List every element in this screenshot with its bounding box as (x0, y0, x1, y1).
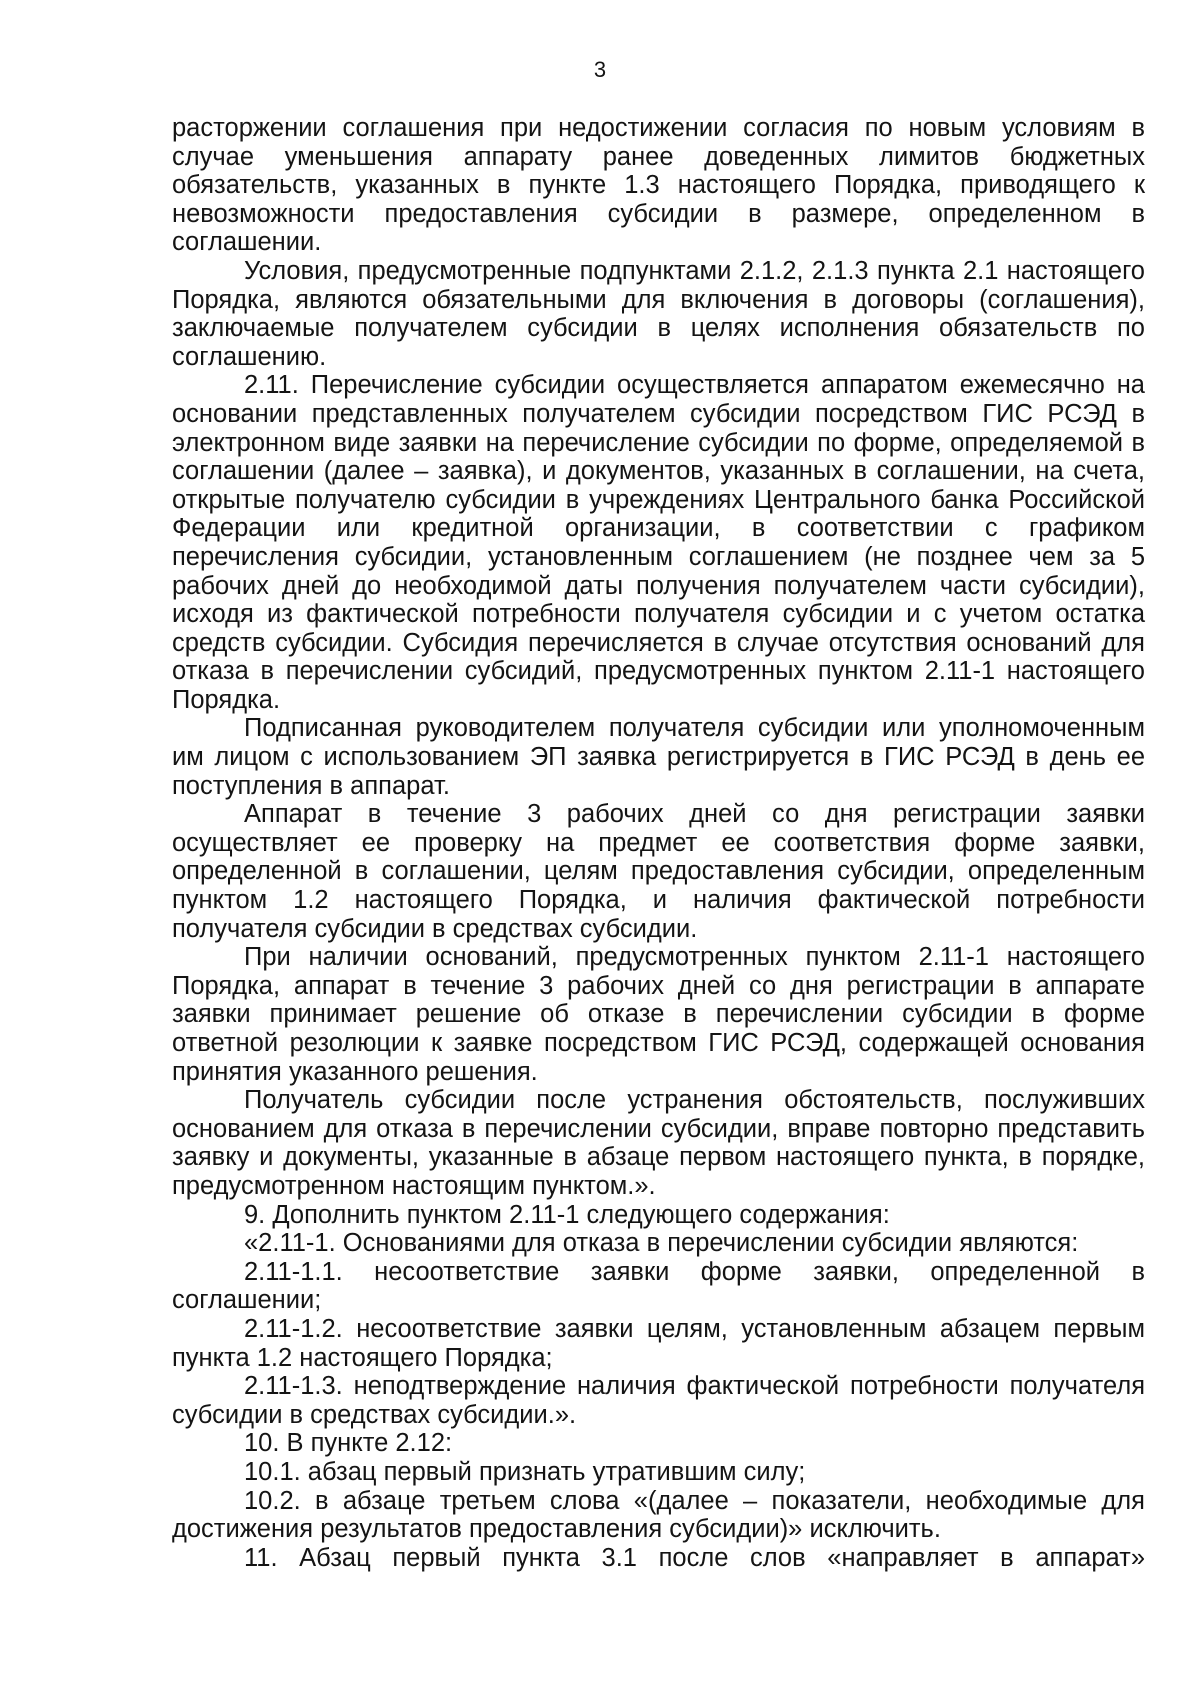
paragraph: 11. Абзац первый пункта 3.1 после слов «направляет в аппарат» (244, 1543, 1145, 1572)
document-body (172, 114, 1145, 1572)
paragraph: При наличии оснований, предусмотренных пунктом 2.11-1 настоящего Порядка, аппарат в течение 3 рабочих дней со дня регистрации в аппарате заявки принимает решение об отказе в перечислении субсидии в форме ответной резолюции к заявке посредством ГИС РСЭД, содержащей основания принятия указанного решения. (172, 943, 1145, 1086)
paragraph: 9. Дополнить пунктом 2.11-1 следующего содержания: (244, 1200, 890, 1229)
paragraph: расторжении соглашения при недостижении согласия по новым условиям в случае уменьшения аппарату ранее доведенных лимитов бюджетных обязательств, указанных в пункте 1.3 настоящего Порядка, приводящего к невозможности предоставления субсидии в размере, определенном в соглашении. (172, 114, 1145, 257)
paragraph: 10. В пункте 2.12: (244, 1429, 453, 1458)
paragraph: Условия, предусмотренные подпунктами 2.1.2, 2.1.3 пункта 2.1 настоящего Порядка, являются обязательными для включения в договоры (соглашения), заключаемые получателем субсидии в целях исполнения обязательств по соглашению. (172, 256, 1145, 371)
paragraph: «2.11-1. Основаниями для отказа в перечислении субсидии являются: (244, 1229, 1079, 1258)
paragraph: Аппарат в течение 3 рабочих дней со дня регистрации заявки осуществляет ее проверку на предмет ее соответствия форме заявки, определенной в соглашении, целям предоставления субсидии, определенным пунктом 1.2 настоящего Порядка, и наличия фактической потребности получателя субсидии в средствах субсидии. (172, 800, 1145, 943)
paragraph: 2.11-1.1. несоответствие заявки форме заявки, определенной в соглашении; (172, 1257, 1145, 1315)
paragraph: 2.11-1.3. неподтверждение наличия фактической потребности получателя субсидии в средствах субсидии.». (172, 1372, 1145, 1429)
paragraph: 2.11-1.2. несоответствие заявки целям, установленным абзацем первым пункта 1.2 настоящего Порядка; (172, 1314, 1145, 1372)
paragraph: 10.1. абзац первый признать утратившим силу; (244, 1457, 806, 1486)
paragraph: Подписанная руководителем получателя субсидии или уполномоченным им лицом с использованием ЭП заявка регистрируется в ГИС РСЭД в день ее поступления в аппарат. (172, 714, 1145, 800)
paragraph: 2.11. Перечисление субсидии осуществляется аппаратом ежемесячно на основании представленных получателем субсидии посредством ГИС РСЭД в электронном виде заявки на перечисление субсидии по форме, определяемой в соглашении (далее – заявка), и документов, указанных в соглашении, на счета, открытые получателю субсидии в учреждениях Центрального банка Российской Федерации или кредитной организации, в соответствии с графиком перечисления субсидии, установленным соглашением (не позднее чем за 5 рабочих дней до необходимой даты получения получателем части субсидии), исходя из фактической потребности получателя субсидии и с учетом остатка средств субсидии. Субсидия перечисляется в случае отсутствия оснований для отказа в перечислении субсидий, предусмотренных пунктом 2.11-1 настоящего Порядка. (172, 371, 1145, 714)
page-number: 3 (593, 57, 607, 82)
paragraph: Получатель субсидии после устранения обстоятельств, послуживших основанием для отказа в перечислении субсидии, вправе повторно представить заявку и документы, указанные в абзаце первом настоящего пункта, в порядке, предусмотренном настоящим пунктом.». (172, 1086, 1145, 1200)
paragraph: 10.2. в абзаце третьем слова «(далее – показатели, необходимые для достижения результатов предоставления субсидии)» исключить. (172, 1486, 1145, 1544)
